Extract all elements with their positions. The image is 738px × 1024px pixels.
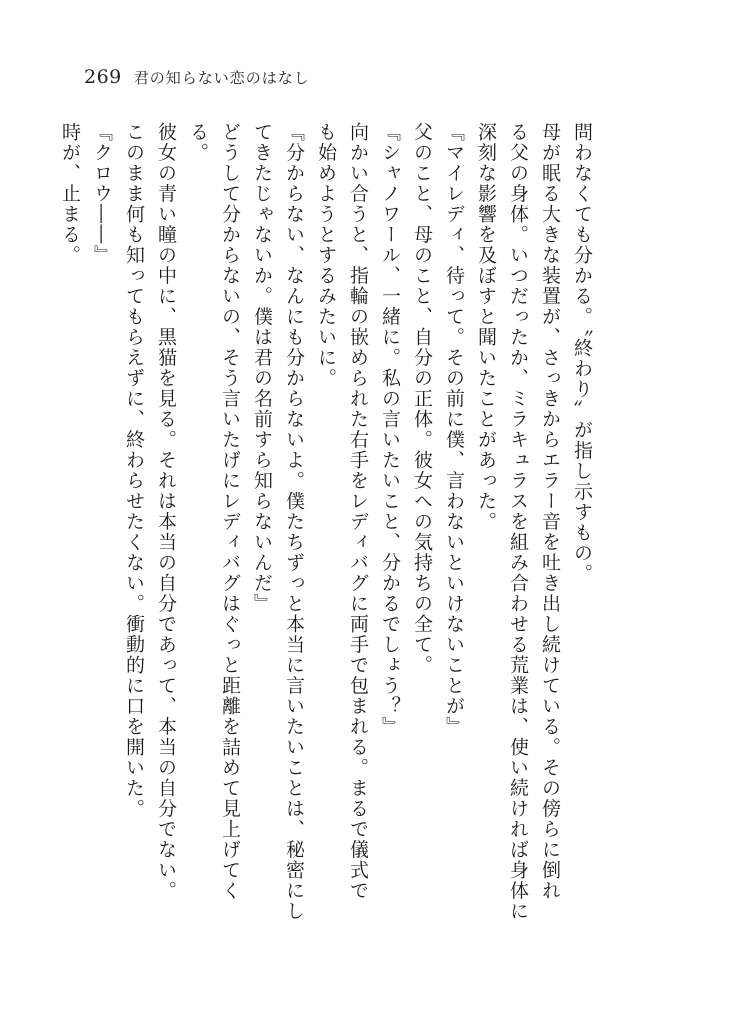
text-line: 深刻な影響を及ぼすと聞いたことがあった。 [475, 122, 497, 532]
text-line: 『マイレディ、待って。その前に僕、言わないといけないことが』 [443, 122, 465, 737]
running-header [84, 66, 310, 90]
text-line: どうして分からないの、そう言いたげにレディバグはぐっと距離を詰めて見上げてく [219, 122, 241, 901]
body-text [59, 122, 598, 962]
text-line: 時が、止まる。 [59, 122, 81, 266]
text-line: 『シャノワール、一緒に。私の言いたいこと、分かるでしょう？』 [379, 122, 401, 737]
text-line: 彼女の青い瞳の中に、黒猫を見る。それは本当の自分であって、本当の自分でない。 [155, 122, 177, 901]
text-line: 母が眠る大きな装置が、さっきからエラー音を吐き出し続けている。その傍らに倒れ [539, 122, 561, 901]
page-number: 269 [84, 66, 122, 88]
book-title: 君の知らない恋のはなし [133, 69, 310, 87]
text-line: 問わなくても分かる。〝終わり〟が指し示すもの。 [571, 122, 593, 584]
text-line: 『分からない、なんにも分からないよ。僕たちずっと本当に言いたいことは、秘密にし [283, 122, 305, 922]
text-line: 『クロウ――』 [91, 122, 113, 266]
text-line: も始めようとするみたいに。 [315, 122, 337, 389]
text-line: てきたじゃないか。僕は君の名前すら知らないんだ』 [251, 122, 273, 614]
text-line: 向かい合うと、指輪の嵌められた右手をレディバグに両手で包まれる。まるで儀式で [347, 122, 369, 901]
text-line: 父のこと、母のこと、自分の正体。彼女への気持ちの全て。 [411, 122, 433, 676]
text-line: る。 [187, 122, 209, 163]
text-line: このまま何も知ってもらえずに、終わらせたくない。衝動的に口を開いた。 [123, 122, 145, 819]
text-line: る父の身体。いつだったか、ミラキュラスを組み合わせる荒業は、使い続ければ身体に [507, 122, 529, 922]
